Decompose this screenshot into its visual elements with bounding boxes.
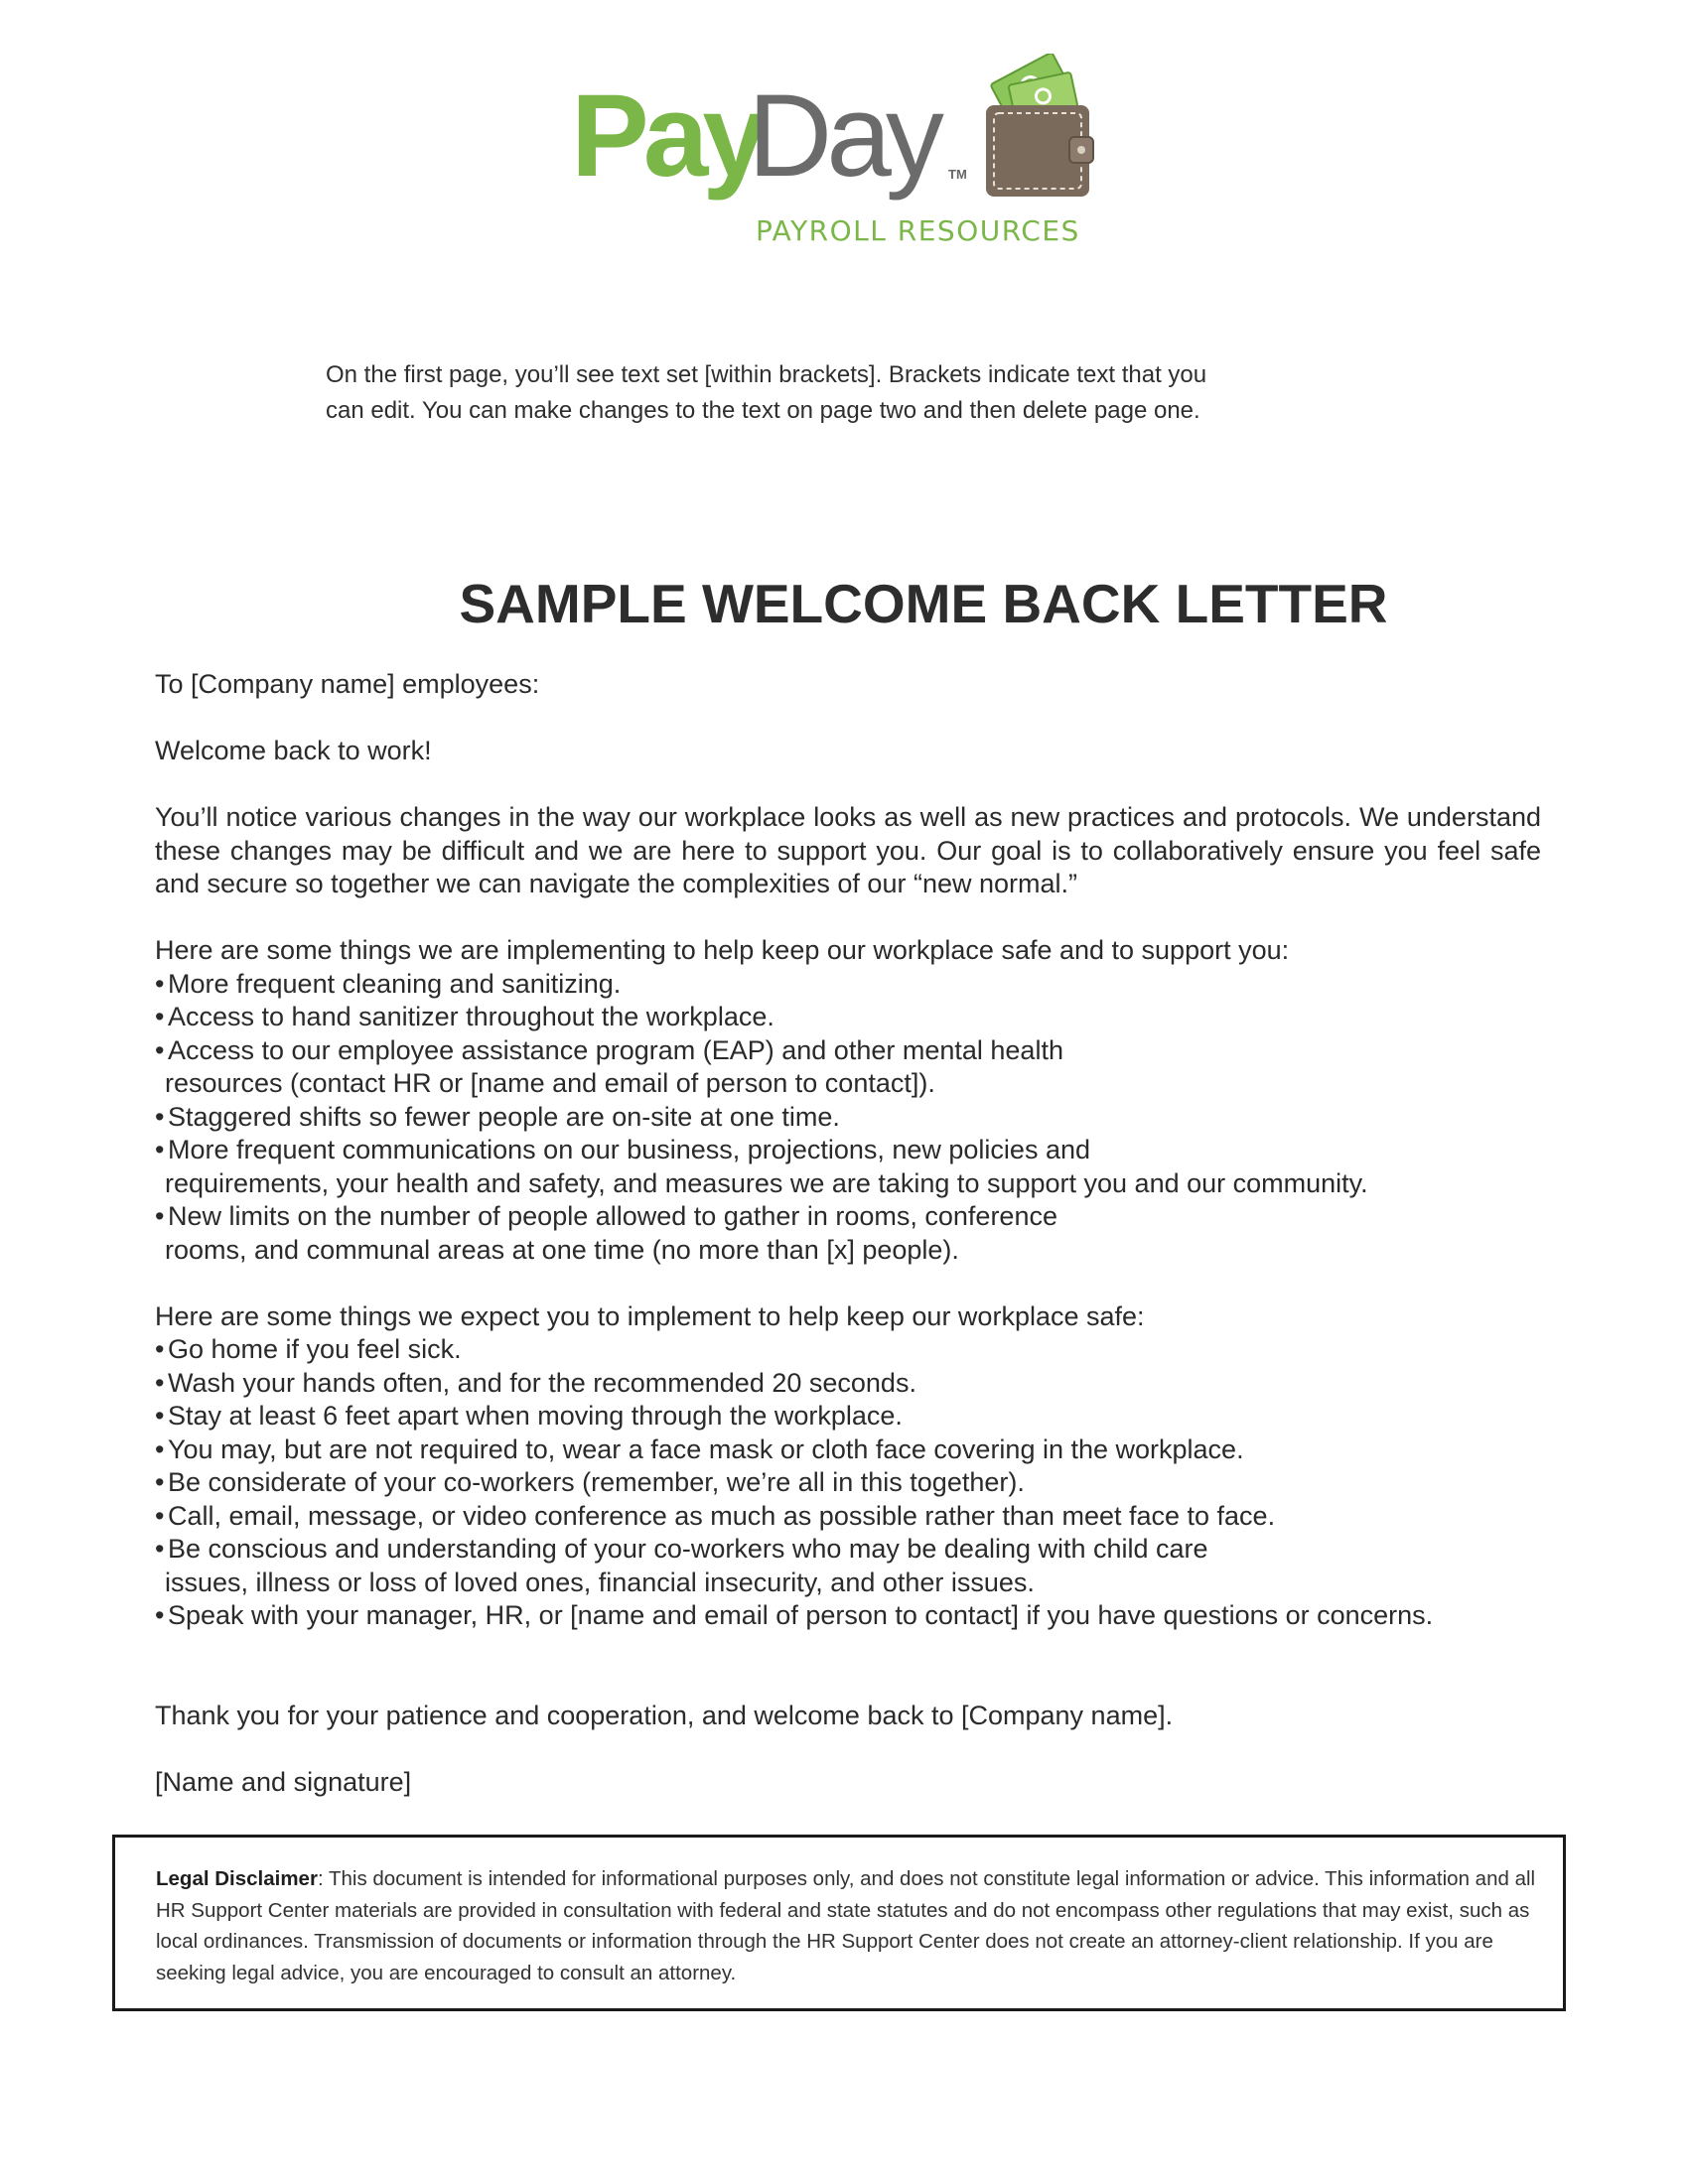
list-item-continuation: requirements, your health and safety, and measures we are taking to support you and our community.	[165, 1167, 1368, 1198]
list-item-text: Staggered shifts so fewer people are on-site at one time.	[168, 1101, 840, 1132]
expectations-list	[155, 1333, 1541, 1633]
list-item	[155, 1466, 1541, 1500]
list-item	[155, 1200, 1541, 1267]
bullet-icon: •	[155, 1002, 165, 1031]
instruction-line: can edit. You can make changes to the text on page two and then delete page one.	[326, 397, 1200, 424]
list-item	[155, 1400, 1541, 1433]
list-item	[155, 1433, 1541, 1467]
list-item	[155, 1333, 1541, 1367]
list-item-continuation: issues, illness or loss of loved ones, financial insecurity, and other issues.	[165, 1567, 1035, 1597]
legal-disclaimer-box	[112, 1835, 1566, 2011]
signature-line: [Name and signature]	[155, 1766, 412, 1797]
list-item-text: New limits on the number of people allowed to gather in rooms, conference	[168, 1201, 1057, 1231]
payday-logo	[571, 48, 1097, 256]
list-item	[155, 1134, 1541, 1200]
list-item	[155, 1500, 1541, 1534]
bullet-icon: •	[155, 1467, 165, 1497]
list-item-text: More frequent cleaning and sanitizing.	[168, 968, 622, 999]
bullet-icon: •	[155, 1500, 165, 1531]
bullet-icon: •	[155, 1135, 165, 1164]
logo-trademark: TM	[948, 167, 967, 182]
list-item	[155, 1101, 1541, 1135]
list-item-text: Be considerate of your co-workers (remember, we’re all in this together).	[168, 1467, 1025, 1497]
list-item-text: Stay at least 6 feet apart when moving through the workplace.	[168, 1401, 903, 1431]
closing-line: Thank you for your patience and cooperation, and welcome back to [Company name].	[155, 1700, 1174, 1730]
bullet-icon: •	[155, 1034, 165, 1065]
intro-paragraph: You’ll notice various changes in the way our workplace looks as well as new practices and protocols. We understand these changes may be difficult and we are here to support you. Our goal is to collaboratively ensure you feel safe and secure so together we can navigate the complexities of our “new normal.”	[155, 802, 1541, 898]
section-heading: Here are some things we are implementing to help keep our workplace safe and to support you:	[155, 935, 1290, 965]
list-item-text: Access to hand sanitizer throughout the workplace.	[168, 1002, 774, 1031]
list-item-text: Access to our employee assistance program (EAP) and other mental health	[168, 1034, 1063, 1065]
list-item-text: Go home if you feel sick.	[168, 1334, 462, 1364]
list-item-text: Wash your hands often, and for the recommended 20 seconds.	[168, 1367, 916, 1398]
bullet-icon: •	[155, 1201, 165, 1231]
bullet-icon: •	[155, 1367, 165, 1398]
instruction-note	[326, 357, 1319, 429]
implementing-list	[155, 968, 1541, 1268]
bullet-icon: •	[155, 1600, 165, 1630]
disclaimer-label: Legal Disclaimer	[156, 1867, 318, 1890]
wallet-with-money-icon	[978, 54, 1097, 203]
list-item-text: Be conscious and understanding of your co-workers who may be dealing with child care	[168, 1534, 1208, 1564]
instruction-line: On the first page, you’ll see text set [within brackets]. Brackets indicate text that you	[326, 361, 1207, 388]
list-item-continuation: resources (contact HR or [name and email of person to contact]).	[165, 1068, 935, 1098]
salutation: To [Company name] employees:	[155, 669, 540, 699]
list-item	[155, 1001, 1541, 1034]
list-item	[155, 1367, 1541, 1401]
list-item-continuation: rooms, and communal areas at one time (no more than [x] people).	[165, 1234, 959, 1265]
logo-pay-text: Pay	[571, 70, 762, 202]
bullet-icon: •	[155, 968, 165, 999]
bullet-icon: •	[155, 1534, 165, 1564]
disclaimer-body: : This document is intended for informational purposes only, and does not constitute legal information or advice. This information and all HR Support Center materials are provided in consultation with federal and state statutes and do not encompass other regulations that may exist, such as local ordinances. Transmission of documents or information through the HR Support Center does not create an attorney-client relationship. If you are seeking legal advice, you are encouraged to consult an attorney.	[156, 1867, 1536, 1984]
letter-body	[155, 668, 1541, 1799]
bullet-icon: •	[155, 1401, 165, 1431]
section-heading: Here are some things we expect you to implement to help keep our workplace safe:	[155, 1300, 1145, 1331]
bullet-icon: •	[155, 1101, 165, 1132]
welcome-line: Welcome back to work!	[155, 736, 432, 765]
list-item	[155, 1034, 1541, 1101]
bullet-icon: •	[155, 1433, 165, 1464]
logo-subtitle: PAYROLL RESOURCES	[756, 214, 1080, 247]
page-title: SAMPLE WELCOME BACK LETTER	[459, 573, 1388, 634]
list-item	[155, 968, 1541, 1002]
list-item-text: You may, but are not required to, wear a face mask or cloth face covering in the workplace.	[168, 1433, 1244, 1464]
logo-day-text: Day	[748, 70, 938, 202]
disclaimer-text	[156, 1863, 1536, 1988]
list-item-text: Speak with your manager, HR, or [name and email of person to contact] if you have questions or concerns.	[168, 1600, 1434, 1630]
bullet-icon: •	[155, 1334, 165, 1364]
list-item	[155, 1599, 1541, 1633]
list-item-text: More frequent communications on our business, projections, new policies and	[168, 1135, 1090, 1164]
list-item	[155, 1533, 1541, 1599]
list-item-text: Call, email, message, or video conference as much as possible rather than meet face to face.	[168, 1500, 1276, 1531]
